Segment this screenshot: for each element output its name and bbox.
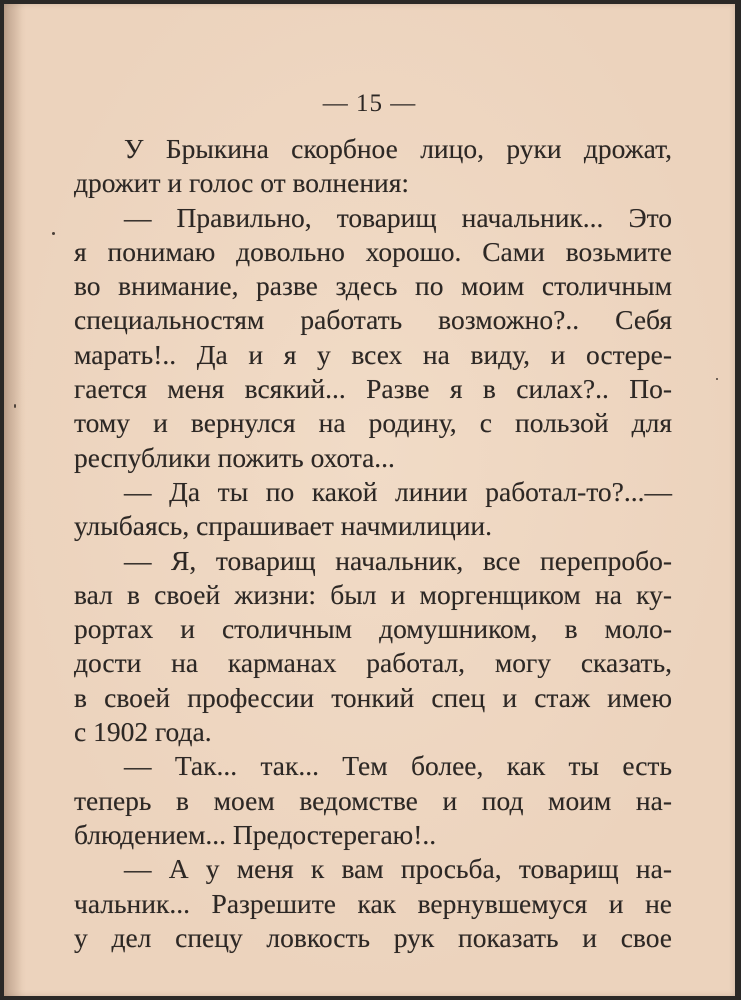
text-line: марать!.. Да и я у всех на виду, и остере- [74,338,672,370]
text-line: чальник... Разрешите как вернувшемуся и не [74,887,672,919]
text-line: вал в своей жизни: был и моргенщиком на ку- [74,578,672,610]
book-page [4,4,735,996]
page-text [74,132,672,955]
text-line: — Я, товарищ начальник, все перепробо- [124,544,672,576]
text-line: улыбаясь, спрашивает начмилиции. [74,510,493,542]
text-line: специальностям работать возможно?.. Себя [74,304,672,336]
text-line: рортах и столичным домушником, в моло- [74,613,672,645]
text-line: — А у меня к вам просьба, товарищ на- [124,853,672,885]
text-line: — Да ты по какой линии работал-то?...— [124,475,672,507]
text-line: тому и вернулся на родину, с пользой для [74,407,672,439]
text-line: — Так... так... Тем более, как ты есть [124,750,672,782]
paper-speck [14,404,16,408]
text-line: в своей профессии тонкий спец и стаж имею [74,681,672,713]
text-line: во внимание, разве здесь по моим столичным [74,270,672,302]
spine-shadow [4,4,22,996]
text-line: блюдением... Предостерегаю!.. [74,818,437,850]
text-line: дости на карманах работал, могу сказать, [74,647,672,679]
text-line: с 1902 года. [74,716,212,748]
page-number: — 15 — [322,90,417,117]
text-line: У Брыкина скорбное лицо, руки дрожат, [124,133,672,164]
text-line: теперь в моем ведомстве и под моим на- [74,784,672,816]
paper-speck [52,232,55,235]
paper-speck [716,378,718,380]
text-line: дрожит и голос от волнения: [74,167,410,199]
text-line: гается меня всякий... Разве я в силах?.. По- [74,373,672,405]
text-line: — Правильно, товарищ начальник... Это [124,201,672,233]
text-line: республики пожить охота... [74,441,395,473]
text-line: у дел спецу ловкость рук показать и свое [74,921,672,953]
text-line: я понимаю довольно хорошо. Сами возьмите [74,235,672,267]
